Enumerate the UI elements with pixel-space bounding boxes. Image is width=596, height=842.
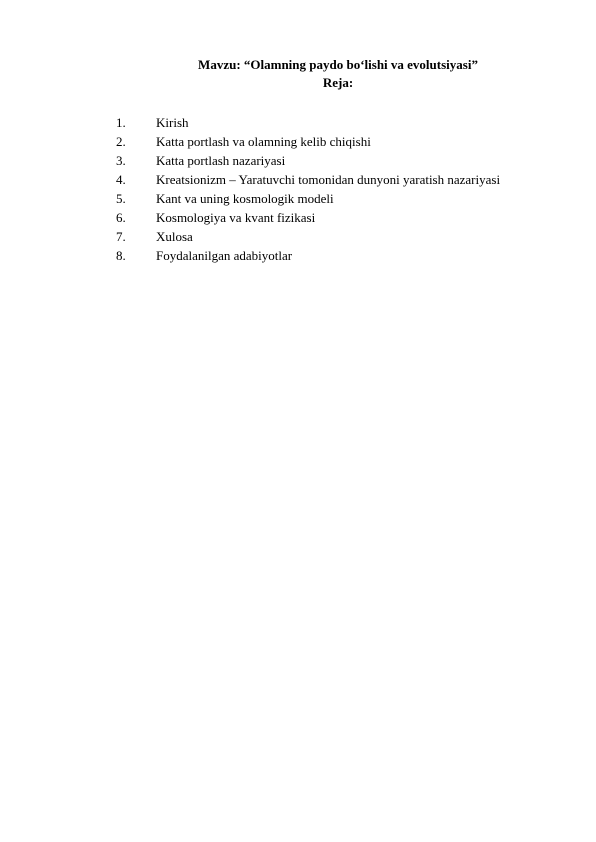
plan-item-number: 7.: [116, 229, 126, 244]
document-title: Mavzu: “Olamning paydo bo‘lishi va evolutsiyasi”: [198, 57, 478, 72]
plan-item-text: Kreatsionizm – Yaratuvchi tomonidan dunyoni yaratish nazariyasi: [156, 172, 501, 187]
plan-item-text: Kirish: [156, 115, 189, 130]
plan-item: [116, 246, 500, 265]
plan-item: [116, 189, 500, 208]
plan-item-text: Katta portlash nazariyasi: [156, 153, 286, 168]
plan-item-text: Kant va uning kosmologik modeli: [156, 191, 334, 206]
plan-item: [116, 170, 500, 189]
plan-item-text: Kosmologiya va kvant fizikasi: [156, 210, 316, 225]
plan-item-text: Foydalanilgan adabiyotlar: [156, 248, 293, 263]
plan-item: [116, 132, 500, 151]
plan-item-number: 4.: [116, 172, 126, 187]
plan-list: [116, 113, 500, 265]
plan-item-number: 1.: [116, 115, 126, 130]
plan-item-number: 8.: [116, 248, 126, 263]
plan-item-text: Xulosa: [156, 229, 193, 244]
plan-item: [116, 208, 500, 227]
plan-item: [116, 113, 500, 132]
plan-heading: Reja:: [322, 75, 354, 90]
plan-item-text: Katta portlash va olamning kelib chiqishi: [156, 134, 371, 149]
plan-item: [116, 151, 500, 170]
plan-item: [116, 227, 500, 246]
plan-item-number: 2.: [116, 134, 126, 149]
plan-item-number: 6.: [116, 210, 126, 225]
plan-item-number: 5.: [116, 191, 126, 206]
plan-item-number: 3.: [116, 153, 126, 168]
